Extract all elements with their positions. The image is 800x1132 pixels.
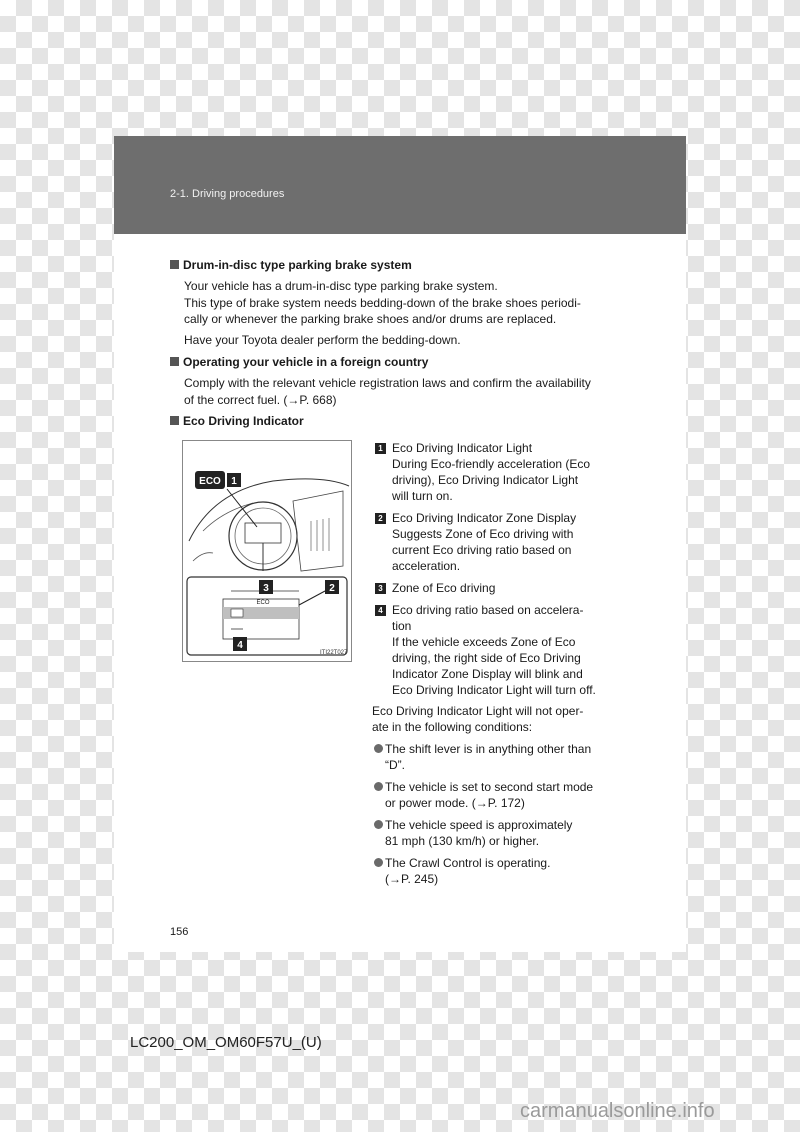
figure-code: ITI22T027 <box>320 650 348 656</box>
eco-indicator-figure <box>182 440 352 662</box>
number-badge: 1 <box>375 443 386 454</box>
callout-4-label: 4 <box>237 640 243 651</box>
text-line: The shift lever is in anything other than <box>385 742 592 756</box>
legend-item <box>375 440 609 504</box>
section-heading <box>170 355 428 369</box>
text-line: acceleration. <box>392 559 461 573</box>
text-line: Eco driving ratio based on accelera- <box>392 603 584 617</box>
condition-text <box>385 779 608 811</box>
text-line: The vehicle is set to second start mode <box>385 780 594 794</box>
number-badge: 4 <box>375 605 386 616</box>
text-line: Eco Driving Indicator Zone Display <box>392 511 577 525</box>
text-line: driving, the right side of Eco Driving <box>392 651 581 665</box>
watermark: carmanualsonline.info <box>520 1100 715 1122</box>
paragraph <box>184 332 614 349</box>
text-line: Eco Driving Indicator Light will not oper- <box>372 704 584 718</box>
text-line: will turn on. <box>392 489 453 503</box>
text-line: The Crawl Control is operating. <box>385 856 551 870</box>
square-bullet-icon <box>170 416 179 425</box>
dashboard-illustration <box>183 441 351 661</box>
legend-item <box>375 580 609 596</box>
callout-1-label: 1 <box>231 476 237 487</box>
text-line: Comply with the relevant vehicle registration laws and confirm the availability <box>184 376 591 390</box>
condition-text <box>385 855 608 887</box>
eco-badge-text: ECO <box>199 476 221 487</box>
text-line: Indicator Zone Display will blink and <box>392 667 583 681</box>
text-line: During Eco-friendly acceleration (Eco <box>392 457 591 471</box>
paragraph <box>184 375 614 408</box>
page-number: 156 <box>170 926 189 938</box>
square-bullet-icon <box>170 357 179 366</box>
heading-text: Eco Driving Indicator <box>183 414 304 428</box>
round-bullet-icon <box>374 782 383 791</box>
text-line: ate in the following conditions: <box>372 720 533 734</box>
heading-text: Operating your vehicle in a foreign country <box>183 355 429 369</box>
text-line: tion <box>392 619 412 633</box>
header-band <box>114 136 686 234</box>
section-heading <box>170 258 412 272</box>
legend-item <box>375 510 609 574</box>
conditions-intro <box>372 703 608 735</box>
text-line: Have your Toyota dealer perform the bedding-down. <box>184 333 461 347</box>
legend-text <box>392 602 609 698</box>
text-line: The vehicle speed is approximately <box>385 818 573 832</box>
text-line: This type of brake system needs bedding-down of the brake shoes periodi- <box>184 295 581 310</box>
text-line: 81 mph (130 km/h) or higher. <box>385 834 540 848</box>
text-line: (→P. 245) <box>385 872 439 886</box>
text-line: Eco Driving Indicator Light <box>392 441 533 455</box>
gauge-label: ECO <box>256 600 270 606</box>
number-badge: 3 <box>375 583 386 594</box>
text-line: Zone of Eco driving <box>392 581 496 595</box>
section-heading <box>170 414 304 428</box>
heading-text: Drum-in-disc type parking brake system <box>183 258 412 272</box>
text-line: of the correct fuel. (→P. 668) <box>184 392 337 407</box>
legend-text <box>392 510 609 574</box>
legend-text <box>392 580 609 596</box>
callout-3-label: 3 <box>263 583 269 594</box>
round-bullet-icon <box>374 820 383 829</box>
legend-text <box>392 440 609 504</box>
text-line: Your vehicle has a drum-in-disc type parking brake system. <box>184 279 498 293</box>
legend-item <box>375 602 609 698</box>
document-id: LC200_OM_OM60F57U_(U) <box>130 1034 322 1051</box>
number-badge: 2 <box>375 513 386 524</box>
text-line: Eco Driving Indicator Light will turn off. <box>392 683 596 697</box>
text-line: “D”. <box>385 758 405 772</box>
condition-text <box>385 741 608 773</box>
paragraph <box>184 278 614 328</box>
square-bullet-icon <box>170 260 179 269</box>
text-line: cally or whenever the parking brake shoes and/or drums are replaced. <box>184 312 557 326</box>
text-line: current Eco driving ratio based on <box>392 543 572 557</box>
text-line: or power mode. (→P. 172) <box>385 796 525 810</box>
condition-text <box>385 817 608 849</box>
text-line: If the vehicle exceeds Zone of Eco <box>392 635 576 649</box>
round-bullet-icon <box>374 744 383 753</box>
text-line: driving), Eco Driving Indicator Light <box>392 473 579 487</box>
text-line: Suggests Zone of Eco driving with <box>392 527 574 541</box>
callout-2-label: 2 <box>329 583 335 594</box>
round-bullet-icon <box>374 858 383 867</box>
section-header: 2-1. Driving procedures <box>170 188 285 200</box>
